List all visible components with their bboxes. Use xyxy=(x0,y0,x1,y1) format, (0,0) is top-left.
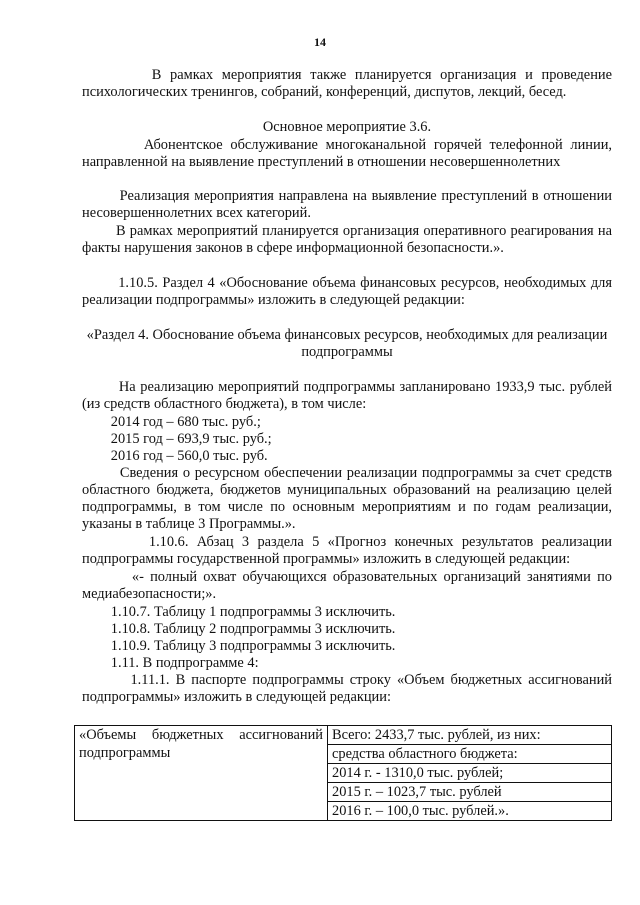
table-value-row: 2015 г. – 1023,7 тыс. рублей xyxy=(328,783,611,802)
paragraph-implementation: Реализация мероприятия направлена на выявление преступлений в отношении несовершеннолетних всех категорий. xyxy=(82,188,612,221)
heading-section-4: «Раздел 4. Обоснование объема финансовых ресурсов, необходимых для реализации подпрограммы xyxy=(86,327,608,360)
table-value-row: 2014 г. - 1310,0 тыс. рублей; xyxy=(328,764,611,783)
paragraph-resources: Сведения о ресурсном обеспечении реализации подпрограммы за счет средств областного бюджета, бюджетов муниципальных образований на реализацию целей подпрограммы, в том числе по основным мероприятиям и по годам реализации, указаны в таблице 3 Программы.». xyxy=(82,465,612,532)
paragraph-1-10-7: 1.10.7. Таблицу 1 подпрограммы 3 исключить. xyxy=(82,604,396,620)
page-number: 14 xyxy=(314,35,326,49)
heading-measure-3-6: Основное мероприятие 3.6. xyxy=(262,119,432,135)
paragraph-trainings: В рамках мероприятия также планируется организация и проведение психологических тренингов, собраний, конференций, диспутов, лекций, бесед. xyxy=(82,67,612,100)
paragraph-media-safety: «- полный охват обучающихся образовательных организаций занятиями по медиабезопасности;». xyxy=(82,569,612,602)
table-cell-values xyxy=(328,726,612,821)
paragraph-funding: На реализацию мероприятий подпрограммы запланировано 1933,9 тыс. рублей (из средств областного бюджета), в том числе: xyxy=(82,379,612,412)
paragraph-1-10-5: 1.10.5. Раздел 4 «Обоснование объема финансовых ресурсов, необходимых для реализации подпрограммы» изложить в следующей редакции: xyxy=(82,275,612,308)
table-value-row: средства областного бюджета: xyxy=(328,745,611,764)
table-value-row: 2016 г. – 100,0 тыс. рублей.». xyxy=(332,803,509,819)
paragraph-1-10-6: 1.10.6. Абзац 3 раздела 5 «Прогноз конечных результатов реализации подпрограммы государственной программы» изложить в следующей редакции: xyxy=(82,534,612,567)
paragraph-hotline: Абонентское обслуживание многоканальной горячей телефонной линии, направленной на выявление преступлений в отношении несовершеннолетних xyxy=(82,137,612,170)
table-value-row: Всего: 2433,7 тыс. рублей, из них: xyxy=(328,726,611,745)
table-row xyxy=(75,726,612,821)
table-cell-label-text: «Объемы бюджетных ассигнований подпрограммы xyxy=(79,727,323,761)
paragraph-1-11-1: 1.11.1. В паспорте подпрограммы строку «Объем бюджетных ассигнований подпрограммы» изложить в следующей редакции: xyxy=(82,672,612,705)
paragraph-response: В рамках мероприятий планируется организация оперативного реагирования на факты нарушения законов в сфере информационной безопасности.». xyxy=(82,223,612,256)
budget-table xyxy=(74,725,612,821)
funding-2016: 2016 год – 560,0 тыс. руб. xyxy=(82,448,268,464)
table-cell-label xyxy=(75,726,328,821)
paragraph-1-11: 1.11. В подпрограмме 4: xyxy=(82,655,259,671)
funding-2015: 2015 год – 693,9 тыс. руб.; xyxy=(82,431,272,447)
funding-2014: 2014 год – 680 тыс. руб.; xyxy=(82,414,261,430)
paragraph-1-10-9: 1.10.9. Таблицу 3 подпрограммы 3 исключить. xyxy=(82,638,396,654)
paragraph-1-10-8: 1.10.8. Таблицу 2 подпрограммы 3 исключить. xyxy=(82,621,396,637)
